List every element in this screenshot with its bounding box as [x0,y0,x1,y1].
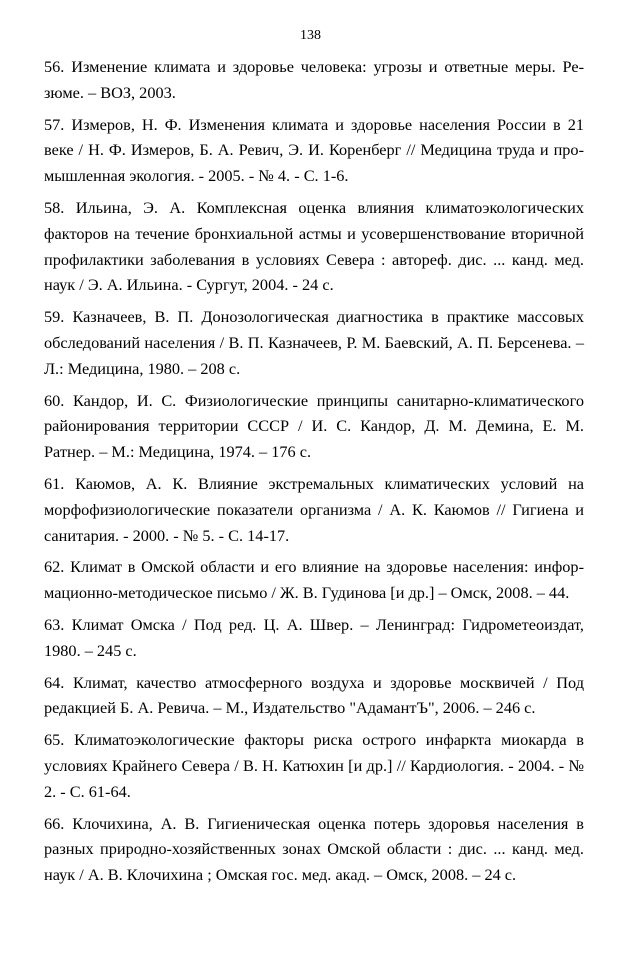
reference-item [44,304,584,381]
reference-text: Изменение климата и здоровье человека: угрозы и ответные меры. Ре-зюме. – ВОЗ, 2003. [44,57,584,102]
reference-item [44,811,584,888]
reference-text: Ильина, Э. А. Комплексная оценка влияния климатоэкологических факторов на течение бронхиальной астмы и усовершенствование вторичной профилактики заболевания в условиях Севера : автореф. дис. ... канд. мед. наук / Э. А. Ильина. - Сургут, 2004. - 24 с. [44,197,584,295]
reference-item [44,195,584,298]
reference-item [44,471,584,548]
reference-list [44,54,584,894]
reference-number: 58. [44,197,65,217]
reference-item [44,54,584,106]
reference-item [44,388,584,465]
reference-item [44,727,584,804]
reference-text: Измеров, Н. Ф. Изменения климата и здоровье населения России в 21 веке / Н. Ф. Измеров, Б. А. Ревич, Э. И. Коренберг // Медицина труда и про-мышленная экология. - 2005. - № 4. - С. 1-6. [44,114,584,186]
reference-number: 61. [44,473,65,493]
reference-number: 57. [44,114,65,134]
reference-number: 65. [44,730,65,750]
reference-text: Климат, качество атмосферного воздуха и здоровье москвичей / Под редакцией Б. А. Ревича. – М., Издательство "АдамантЪ", 2006. – 246 с. [44,672,584,718]
reference-number: 59. [44,307,65,327]
reference-text: Климатоэкологические факторы риска острого инфаркта миокарда в условиях Крайнего Севера / В. Н. Катюхин [и др.] // Кардиология. - 2004. - № 2. - С. 61-64. [44,730,584,801]
reference-item [44,612,584,664]
reference-number: 56. [44,57,65,76]
reference-text: Климат Омска / Под ред. Ц. А. Швер. – Ленинград: Гидрометеоиздат, 1980. – 245 с. [44,614,584,660]
reference-text: Каюмов, А. К. Влияние экстремальных климатических условий на морфофизиологические показатели организма / А. К. Каюмов // Гигиена и санитария. - 2000. - № 5. - С. 14-17. [44,473,585,545]
page-number: 138 [300,28,321,43]
reference-number: 60. [44,390,65,410]
reference-text: Климат в Омской области и его влияние на здоровье населения: инфор-мационно-методическое письмо / Ж. В. Гудинова [и др.] – Омск, 2008. – 44. [44,557,584,603]
reference-text: Казначеев, В. П. Донозологическая диагностика в практике массовых обследований населения / В. П. Казначеев, Р. М. Баевский, А. П. Берсенева. – Л.: Медицина, 1980. – 208 с. [44,307,584,378]
reference-number: 62. [44,557,65,577]
reference-item [44,670,584,722]
reference-text: Клочихина, А. В. Гигиеническая оценка потерь здоровья населения в разных природно-хозяйственных зонах Омской области : дис. ... канд. мед. наук / А. В. Клочихина ; Омская гос. мед. акад. – Омск, 2008. – 24 с. [44,813,584,885]
reference-text: Кандор, И. С. Физиологические принципы санитарно-климатического районирования территории СССР / И. С. Кандор, Д. М. Демина, Е. М. Ратнер. – М.: Медицина, 1974. – 176 с. [44,390,584,462]
reference-number: 63. [44,614,65,634]
reference-number: 64. [44,672,65,692]
reference-item [44,112,584,189]
reference-item [44,554,584,606]
reference-number: 66. [44,813,65,833]
